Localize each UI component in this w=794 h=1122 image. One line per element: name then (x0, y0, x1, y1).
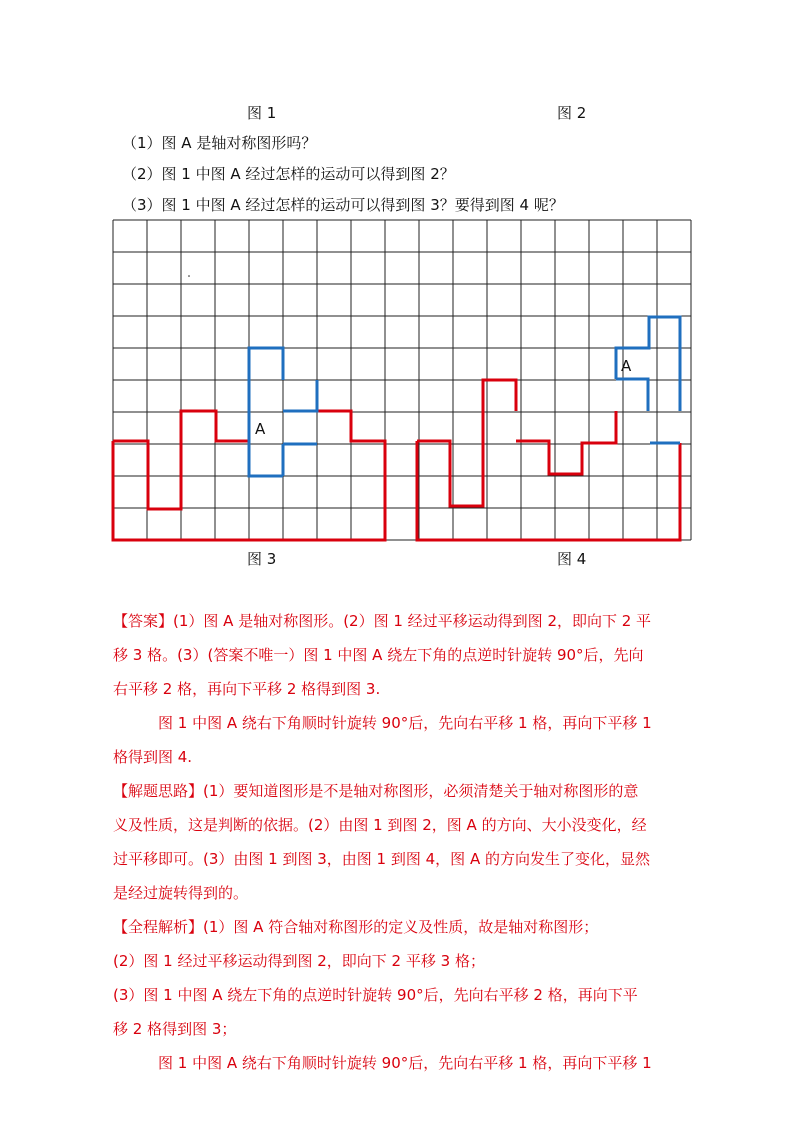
analysis-paragraph (113, 910, 683, 1080)
thinking-paragraph (113, 774, 683, 910)
figure-a-label-left: A (255, 420, 266, 438)
question-1: （1）图 A 是轴对称图形吗？ (122, 134, 317, 152)
thinking-line-2: 义及性质，这是判断的依据。(2）由图 1 到图 2，图 A 的方向、大小没变化，经 (113, 816, 647, 834)
figure-4-blue-b (616, 379, 648, 411)
stray-dot (188, 275, 190, 277)
figure-3-blue-b (283, 380, 317, 411)
grid-lines (113, 220, 691, 540)
figure-3-blue-c (249, 441, 283, 476)
thinking-line-4: 是经过旋转得到的。 (113, 884, 249, 902)
figure-2-label: 图 2 (557, 104, 587, 122)
figure-4-red-b (516, 411, 616, 474)
figure-3-red-left (113, 411, 249, 509)
thinking-line-3: 过平移即可。(3）由图 1 到图 3，由图 1 到图 4，图 A 的方向发生了变化，显然 (113, 850, 650, 868)
analysis-line-5: 图 1 中图 A 绕右下角顺时针旋转 90°后，先向右平移 1 格，再向下平移 1 (158, 1054, 652, 1072)
answer-line-3: 右平移 2 格，再向下平移 2 格得到图 3. (113, 680, 381, 698)
analysis-line-2: (2）图 1 经过平移运动得到图 2，即向下 2 平移 3 格； (113, 952, 485, 970)
answer-line-5: 格得到图 4. (113, 748, 193, 766)
figure-a-label-right: A (621, 357, 632, 375)
question-3: （3）图 1 中图 A 经过怎样的运动可以得到图 3？要得到图 4 呢？ (122, 196, 564, 214)
analysis-line-4: 移 2 格得到图 3； (113, 1020, 237, 1038)
figure-4-red-a (417, 380, 516, 506)
answer-line-2: 移 3 格。(3）(答案不唯一）图 1 中图 A 绕左下角的点逆时针旋转 90°后，先向 (113, 646, 644, 664)
figure-1-label: 图 1 (247, 104, 277, 122)
analysis-line-1: 【全程解析】(1）图 A 符合轴对称图形的定义及性质，故是轴对称图形； (113, 918, 599, 936)
answer-line-1: 【答案】(1）图 A 是轴对称图形。(2）图 1 经过平移运动得到图 2，即向下 2 平 (113, 612, 652, 630)
figure-4-label: 图 4 (557, 550, 587, 568)
analysis-line-3: (3）图 1 中图 A 绕左下角的点逆时针旋转 90°后，先向右平移 2 格，再向下平 (113, 986, 638, 1004)
question-2: （2）图 1 中图 A 经过怎样的运动可以得到图 2？ (122, 165, 455, 183)
grid-shapes (113, 317, 680, 540)
answer-paragraph (113, 604, 683, 774)
figure-3-label: 图 3 (247, 550, 277, 568)
thinking-line-1: 【解题思路】(1）要知道图形是不是轴对称图形，必须清楚关于轴对称图形的意 (113, 782, 639, 800)
answer-line-4: 图 1 中图 A 绕右下角顺时针旋转 90°后，先向右平移 1 格，再向下平移 1 (158, 714, 652, 732)
